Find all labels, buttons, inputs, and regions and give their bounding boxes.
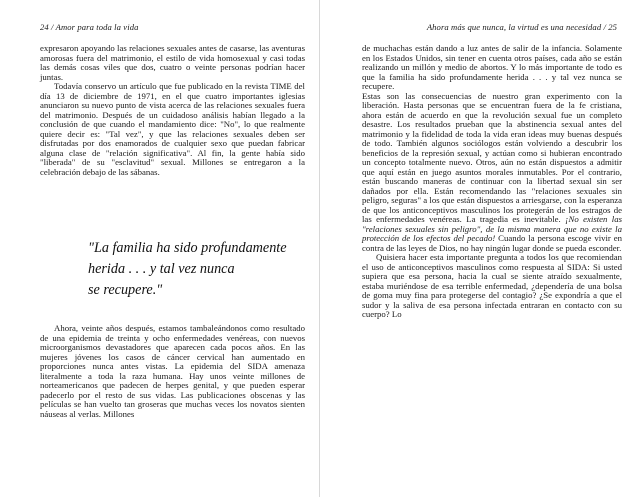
body-paragraph: Ahora, veinte años después, estamos tambaleándonos como resultado de una epidemia de treinta y ocho enfermedades venéreas, con nuevos microorganismos devastadores que aparecen cada pocos años. En las mujeres jóvenes los casos de cáncer cervical han aumentado en proporciones nunca antes vistas. La epidemia del SIDA amenaza literalmente a toda la raza humana. Hay unos veinte millones de norteamericanos que padecen de herpes genital, y que pueden esperar padecerlo por el resto de sus vidas. Las publicaciones obscenas y las películas se han vuelto tan groseras que muchas veces los novatos sienten náuseas al verlas. Millones	[40, 323, 305, 419]
body-paragraph: expresaron apoyando las relaciones sexuales antes de casarse, las aventuras amorosas fuera del matrimonio, el estilo de vida homosexual y casi todas las demás cosas viles que dos, cuatro o veinte personas podrían hacer juntas.	[40, 43, 305, 82]
right-column	[362, 44, 622, 320]
left-page	[0, 0, 319, 497]
pull-quote-line: "La familia ha sido profundamente	[88, 240, 287, 256]
right-page	[320, 0, 639, 497]
right-page-header: Ahora más que nunca, la virtud es una necesidad / 25	[426, 22, 617, 32]
left-top-column	[40, 44, 305, 177]
pull-quote-line: herida . . . y tal vez nunca	[88, 261, 235, 277]
pull-quote-line: se recupere."	[88, 282, 163, 298]
left-page-header: 24 / Amor para toda la vida	[40, 22, 139, 32]
body-paragraph: Estas son las consecuencias de nuestro gran experimento con la liberación. Hasta personas que se encuentran fuera de la fe cristiana, ahora están de acuerdo en que la revolución sexual fue un completo desastre. Los resultados prueban que la abstinencia sexual antes del matrimonio y la fidelidad de toda la vida eran ideas muy buenas después de todo. También algunos sociólogos están volviendo a descubrir los beneficios de la represión sexual, y actúan como si hubieran encontrado un concepto totalmente nuevo. Otros, aún no están dispuestos a admitir que aquí están en juego asuntos morales inmutables. Por el contrario, están buscando maneras de continuar con la libertad sexual sin ser dañados por ella. Están recomendando las "relaciones sexuales sin peligro, seguras" a los que están dispuestos a arriesgarse, con la esperanza de que los anticonceptivos masculinos los protegerán de los estragos de las enfermedades venéreas. La tragedia es inevitable.	[362, 90, 622, 224]
left-bottom-column	[40, 324, 305, 419]
pull-quote	[88, 238, 288, 301]
emphasis-sentence: ¡No existen las "relaciones sexuales sin peligro", de la misma manera que no existe la protección de los efectos del pecado!	[362, 214, 623, 243]
body-paragraph: Quisiera hacer esta importante pregunta a todos los que recomiendan el uso de anticonceptivos masculinos como respuesta al SIDA: Si usted supiera que esa persona, hacia la cual se siente atraído sexualmente, estaba muriéndose de esa terrible enfermedad, ¿dependería de una bolsa de goma muy fina para protegerse del contagio? ¿Se expondría a que el sudor y la saliva de esa persona infectada entraran en contacto con su cuerpo? Lo	[362, 252, 622, 319]
body-sentence: Cuando la persona escoge vivir en contra de las leyes de Dios, no hay ningún lugar donde se pueda esconder.	[362, 233, 623, 253]
body-paragraph: de muchachas están dando a luz antes de salir de la infancia. Solamente en los Estados Unidos, sin tener en cuenta otros países, cada año se están realizando un millón y medio de abortos. Y lo más importante de todo es que la familia ha sido profundamente herida . . . y tal vez nunca se recupere.	[362, 43, 622, 91]
body-paragraph: Todavía conservo un artículo que fue publicado en la revista TIME del día 13 de diciembre de 1971, en el que cuatro importantes iglesias anunciaron su nuevo punto de vista acerca de las relaciones sexuales fuera del matrimonio. Después de un cuidadoso análisis habían llegado a la conclusión de que cuando el mandamiento dice: "No", lo que realmente quiere decir es: "Tal vez", y que las relaciones sexuales deben ser disfrutadas por dos enamorados de cualquier sexo que puedan fabricar alguna clase de "relación significativa". Al fin, la gente había sido "liberada" de su "esclavitud" sexual. Millones se entregaron a la celebración debajo de las sábanas.	[40, 81, 305, 177]
